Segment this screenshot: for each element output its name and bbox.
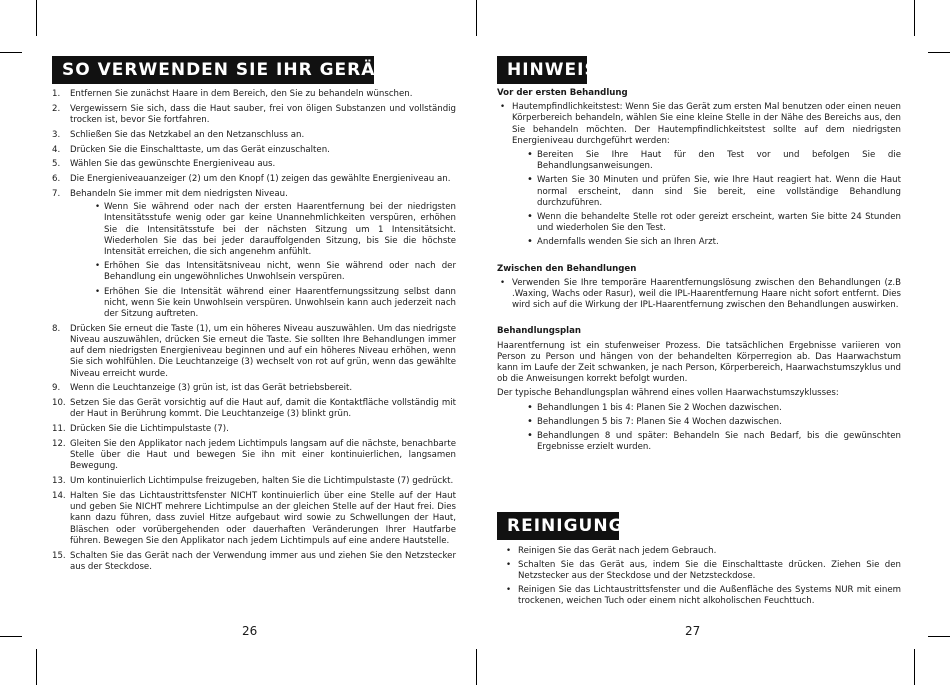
step-item: [52, 491, 456, 547]
step-number: 4.: [52, 144, 61, 155]
step-text: Um kontinuierlich Lichtimpulse freizugeben, halten Sie die Lichtimpulstaste (7) gedrückt.: [70, 476, 454, 487]
step-number: 10.: [52, 398, 66, 409]
step-text: Drücken Sie die Lichtimpulstaste (7).: [70, 424, 229, 435]
step-number: 7.: [52, 188, 61, 199]
step-text: Schließen Sie das Netzkabel an den Netzanschluss an.: [70, 129, 305, 140]
step-text: Vergewissern Sie sich, dass die Haut sauber, frei von öligen Substanzen und vollständig trocken ist, bevor Sie fortfahren.: [70, 103, 456, 125]
sub-item: • Bereiten Sie Ihre Haut für den Test vor und befolgen Sie die Behandlungsanweisungen.: [497, 150, 901, 172]
step-text: Behandeln Sie immer mit dem niedrigsten Niveau.: [70, 188, 288, 199]
hinweis-content: [497, 88, 901, 456]
steps-list: [52, 89, 456, 573]
step-item: [52, 424, 456, 435]
step7-sublist: [70, 202, 456, 320]
step-item: [52, 145, 456, 156]
bullet-item: • Verwenden Sie Ihre temporäre Haarentfernungslösung zwischen den Behandlungen (z.B .Waxing, Wachs oder Rasur), weil die IPL-Haarentfernung Haare nicht sofort entfernt. Dies wird sich auf die Wirkung der IPL-Haarentfernung zwischen den Behandlungen auswirken.: [497, 278, 901, 312]
paragraph: Haarentfernung ist ein stufenweiser Prozess. Die tatsächlichen Ergebnisse variieren von Person zu Person und hängen von der behandelten Körperregion ab. Das Haarwachstum kann im Laufe der Zeit schwanken, je nach Person, Körperbereich, Haarwachstumszyklus und ob die Anweisungen korrekt befolgt wurden.: [497, 340, 901, 385]
step-number: 14.: [52, 491, 66, 502]
step-item: [52, 104, 456, 126]
step-item: [52, 159, 456, 170]
step-number: 5.: [52, 159, 61, 170]
step-item: [52, 130, 456, 141]
step-text: Drücken Sie erneut die Taste (1), um ein höheres Niveau auszuwählen. Um das niedrigste Niveau auszuwählen, drücken Sie erneut die Taste. Sie sollten Ihre Behandlungen immer auf dem niedrigsten Energieniveau beginnen und auf ein höheres Niveau erhöhen, wenn Sie sich wohlfühlen. Die Leuchtanzeige (3) wechselt von rot auf grün, wenn das gewählte Niveau erreicht wurde.: [70, 323, 456, 379]
step-item: [52, 89, 456, 100]
test-steps-list: [497, 150, 901, 249]
step-text: Wenn die Leuchtanzeige (3) grün ist, ist das Gerät betriebsbereit.: [70, 383, 353, 394]
step-item: [52, 551, 456, 573]
step-text: Schalten Sie das Gerät nach der Verwendung immer aus und ziehen Sie den Netzstecker aus der Steckdose.: [70, 550, 456, 572]
bullet-list: [497, 278, 901, 312]
bullet-item: [497, 102, 901, 248]
crop-mark: [0, 52, 22, 53]
bullet-list: [497, 102, 901, 248]
cleaning-item: • Schalten Sie das Gerät aus, indem Sie die Einschalttaste drücken. Ziehen Sie den Netzstecker aus der Steckdose und der Netzsteckdose.: [503, 560, 901, 582]
crop-mark: [928, 636, 950, 637]
sub-item: • Andernfalls wenden Sie sich an Ihren Arzt.: [497, 237, 901, 248]
left-page: [52, 0, 460, 685]
step-number: 1.: [52, 89, 61, 99]
section-title-usage: SO VERWENDEN SIE IHR GERÄT: [52, 56, 374, 84]
step-item: [52, 476, 456, 487]
page-number: 27: [685, 624, 701, 638]
step-text: Die Energieniveauanzeiger (2) um den Knopf (1) zeigen das gewählte Energieniveau an.: [70, 174, 451, 185]
section-title-hinweis: HINWEIS: [497, 56, 587, 84]
schedule-item: • Behandlungen 8 und später: Behandeln Sie nach Bedarf, bis die gewünschten Ergebnisse erzielt wurden.: [497, 431, 901, 453]
step-number: 8.: [52, 323, 61, 334]
right-page: [497, 0, 905, 685]
step-item: [52, 174, 456, 185]
step-item: [52, 324, 456, 380]
sub-item: • Erhöhen Sie die Intensität während einer Haarentfernungssitzung selbst dann nicht, wenn Sie kein Unwohlsein verspüren. Unwohlsein kann auch jederzeit nach der Sitzung auftreten.: [86, 287, 456, 321]
step-number: 12.: [52, 439, 66, 450]
schedule-list: [497, 403, 901, 454]
step-item: [52, 383, 456, 394]
step-number: 13.: [52, 476, 66, 487]
crop-mark: [0, 636, 22, 637]
cleaning-item: • Reinigen Sie das Gerät nach jedem Gebrauch.: [503, 546, 901, 557]
step-text: Setzen Sie das Gerät vorsichtig auf die Haut auf, damit die Kontaktfläche vollständig mit der Haut in Berührung kommt. Die Leuchtanzeige (3) blinkt grün.: [70, 398, 456, 420]
sub-item: • Warten Sie 30 Minuten und prüfen Sie, wie Ihre Haut reagiert hat. Wenn die Haut normal erscheint, dann sind Sie bereit, eine vollständige Behandlung durchzuführen.: [497, 175, 901, 209]
cleaning-list: [503, 546, 901, 607]
crop-mark: [36, 649, 37, 685]
step-text: Gleiten Sie den Applikator nach jedem Lichtimpuls langsam auf die nächste, benachbarte Stelle über die Haut und bewegen Sie ihn mit einer kontinuierlichen, langsamen Bewegung.: [70, 439, 456, 472]
paragraph: Der typische Behandlungsplan während eines vollen Haarwachstumszyklusses:: [497, 388, 839, 399]
step-number: 9.: [52, 383, 61, 394]
crop-mark: [928, 52, 950, 53]
schedule-item: • Behandlungen 1 bis 4: Planen Sie 2 Wochen dazwischen.: [497, 403, 901, 414]
crop-mark: [36, 0, 37, 36]
crop-mark: [914, 649, 915, 685]
subheading: Behandlungsplan: [497, 326, 582, 337]
usage-instructions: [52, 89, 456, 577]
cleaning-item: • Reinigen Sie das Lichtaustrittsfenster und die Außenfläche des Systems NUR mit einem trockenen, weichen Tuch oder einem nicht alkoholischen Feuchttuch.: [503, 585, 901, 607]
sub-item: • Erhöhen Sie das Intensitätsniveau nicht, wenn Sie während oder nach der Behandlung ein ungewöhnliches Unwohlsein verspüren.: [86, 261, 456, 283]
step-text: Entfernen Sie zunächst Haare in dem Bereich, den Sie zu behandeln wünschen.: [70, 89, 413, 99]
cleaning-content: [497, 546, 901, 610]
step-number: 15.: [52, 550, 66, 561]
page-number: 26: [242, 624, 258, 638]
step-text: Wählen Sie das gewünschte Energieniveau aus.: [70, 159, 276, 170]
crop-mark: [914, 0, 915, 36]
step-number: 6.: [52, 174, 61, 185]
step-text: Halten Sie das Lichtaustrittsfenster NICHT kontinuierlich über eine Stelle auf der Haut und geben Sie NICHT mehrere Lichtimpulse an der gleichen Stelle auf der Haut frei. Dies kann dazu führen, dass zuviel Hitze aufgebaut wird sowie zu Schwellungen der Haut, Bläschen oder vorübergehenden oder dauerhaften Veränderungen Ihrer Hautfarbe führen. Bewegen Sie den Applikator nach jedem Lichtimpuls auf eine andere Hautstelle.: [70, 491, 456, 546]
step-item: [52, 189, 456, 320]
step-number: 11.: [52, 424, 66, 435]
subheading: Vor der ersten Behandlung: [497, 88, 628, 98]
step-item: [52, 398, 456, 420]
step-item: [52, 439, 456, 473]
crop-mark: [476, 0, 477, 36]
sub-item: • Wenn Sie während oder nach der ersten Haarentfernung bei der niedrigsten Intensitätsstufe wenig oder gar keine Unannehmlichkeiten verspüren, erhöhen Sie die Intensitätsstufe bei der nächsten Sitzung um 1 Intensitätsicht. Wiederholen Sie das bei jeder darauffolgenden Sitzung, bis Sie die höchste Intensität erreichen, die sich angenehm anfühlt.: [86, 202, 456, 258]
subheading: Zwischen den Behandlungen: [497, 263, 637, 274]
step-number: 2.: [52, 103, 61, 114]
crop-mark: [476, 649, 477, 685]
sub-item: • Wenn die behandelte Stelle rot oder gereizt erscheint, warten Sie bitte 24 Stunden und wiederholen Sie den Test.: [497, 212, 901, 234]
section-title-reinigung: REINIGUNG: [497, 512, 619, 540]
step-number: 3.: [52, 129, 61, 140]
bullet-text: Hautempfindlichkeitstest: Wenn Sie das Gerät zum ersten Mal benutzen oder einen neuen Körperbereich behandeln, wählen Sie eine kleine Stelle in der Nähe des Bereichs aus, den Sie behandeln möchten. Der Hautempfindlichkeitstest sollte auf dem niedrigsten Energieniveau durchgeführt werden:: [512, 102, 901, 146]
schedule-item: • Behandlungen 5 bis 7: Planen Sie 4 Wochen dazwischen.: [497, 417, 901, 428]
step-text: Drücken Sie die Einschalttaste, um das Gerät einzuschalten.: [70, 144, 330, 155]
